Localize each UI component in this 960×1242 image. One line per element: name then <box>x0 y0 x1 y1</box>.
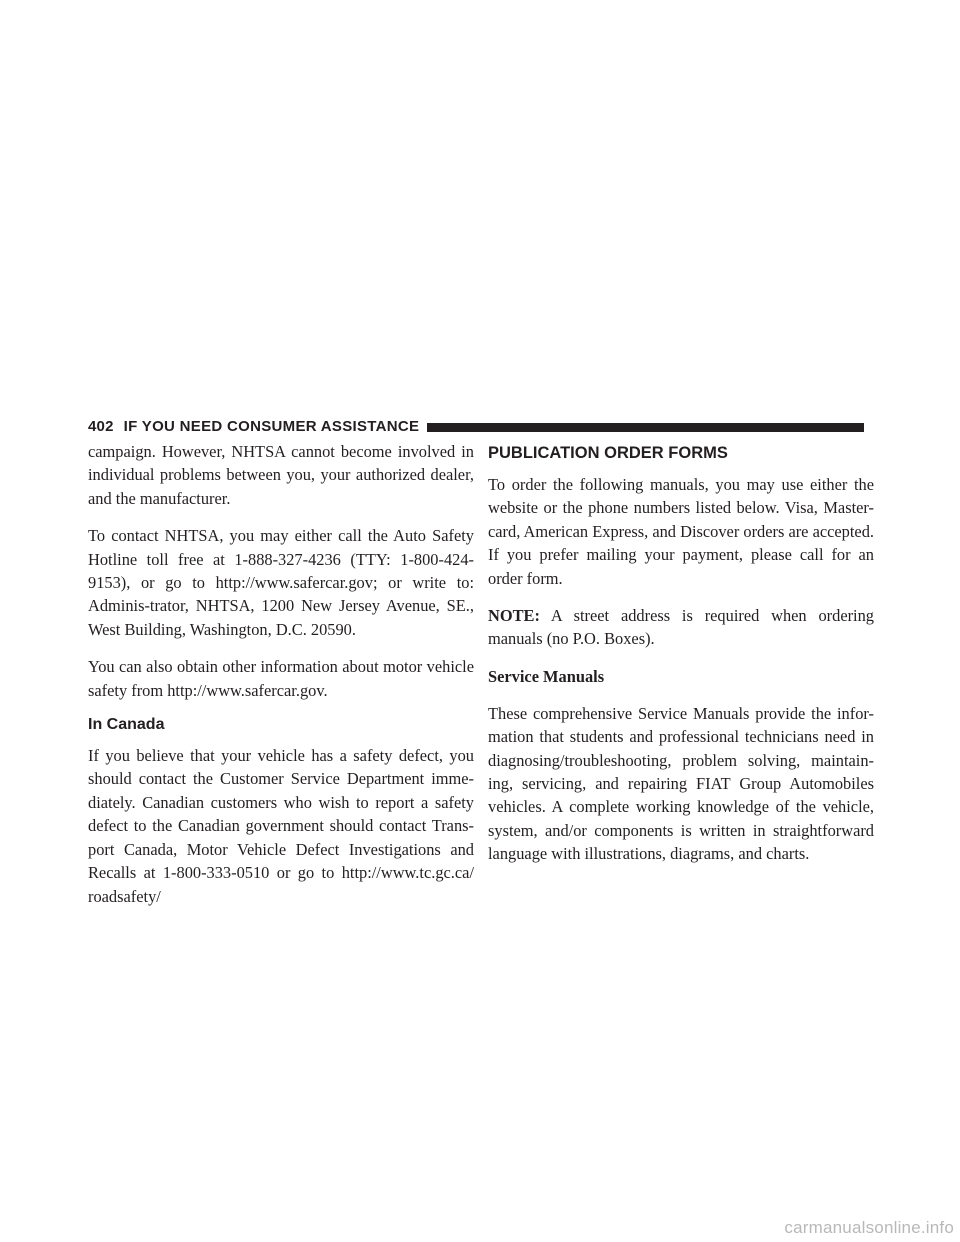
right-column <box>488 440 874 880</box>
note-paragraph <box>488 604 874 651</box>
page-number: 402 <box>88 417 114 435</box>
note-label: NOTE: <box>488 606 540 626</box>
heading-in-canada: In Canada <box>88 716 165 734</box>
paragraph-order-info: To order the following manuals, you may use either the website or the phone numbers listed below. Visa, Master-card, American Express, and Discover orders are accepted. If you prefer mailing your payment, please call for an order form. <box>488 475 874 588</box>
section-title: IF YOU NEED CONSUMER ASSISTANCE <box>123 417 420 435</box>
page-header <box>88 416 864 436</box>
paragraph-service-manuals: These comprehensive Service Manuals provide the infor-mation that students and professional technicians need in diagnosing/troubleshooting, problem solving, maintain-ing, servicing, and repairing FIAT Group Automobiles vehicles. A complete working knowledge of the vehicle, system, and/or components is written in straightforward language with illustrations, diagrams, and charts. <box>488 703 874 864</box>
left-column <box>88 440 474 922</box>
site-watermark: carmanualsonline.info <box>784 1218 954 1237</box>
note-text: A street address is required when ordering manuals (no P.O. Boxes). <box>488 606 874 649</box>
paragraph-contact-nhtsa: To contact NHTSA, you may either call the Auto Safety Hotline toll free at 1-888-327-4236 (TTY: 1-800-424-9153), or go to http://www.safercar.gov; or write to: Adminis-trator, NHTSA, 1200 New Jersey Avenue, SE., West Building, Washington, D.C. 20590. <box>88 526 474 639</box>
heading-publication-order-forms: PUBLICATION ORDER FORMS <box>488 444 728 462</box>
header-rule <box>427 423 864 432</box>
paragraph-campaign: campaign. However, NHTSA cannot become involved in individual problems between you, your authorized dealer, and the manufacturer. <box>88 442 474 508</box>
subheading-service-manuals: Service Manuals <box>488 666 605 686</box>
paragraph-canada: If you believe that your vehicle has a safety defect, you should contact the Customer Service Department imme-diately. Canadian customers who wish to report a safety defect to the Canadian government should contact Trans-port Canada, Motor Vehicle Defect Investigations and Recalls at 1-800-333-0510 or go to http://www.tc.gc.ca/ roadsafety/ <box>88 746 474 906</box>
paragraph-safety-info: You can also obtain other information about motor vehicle safety from http://www.safercar.gov. <box>88 657 474 700</box>
